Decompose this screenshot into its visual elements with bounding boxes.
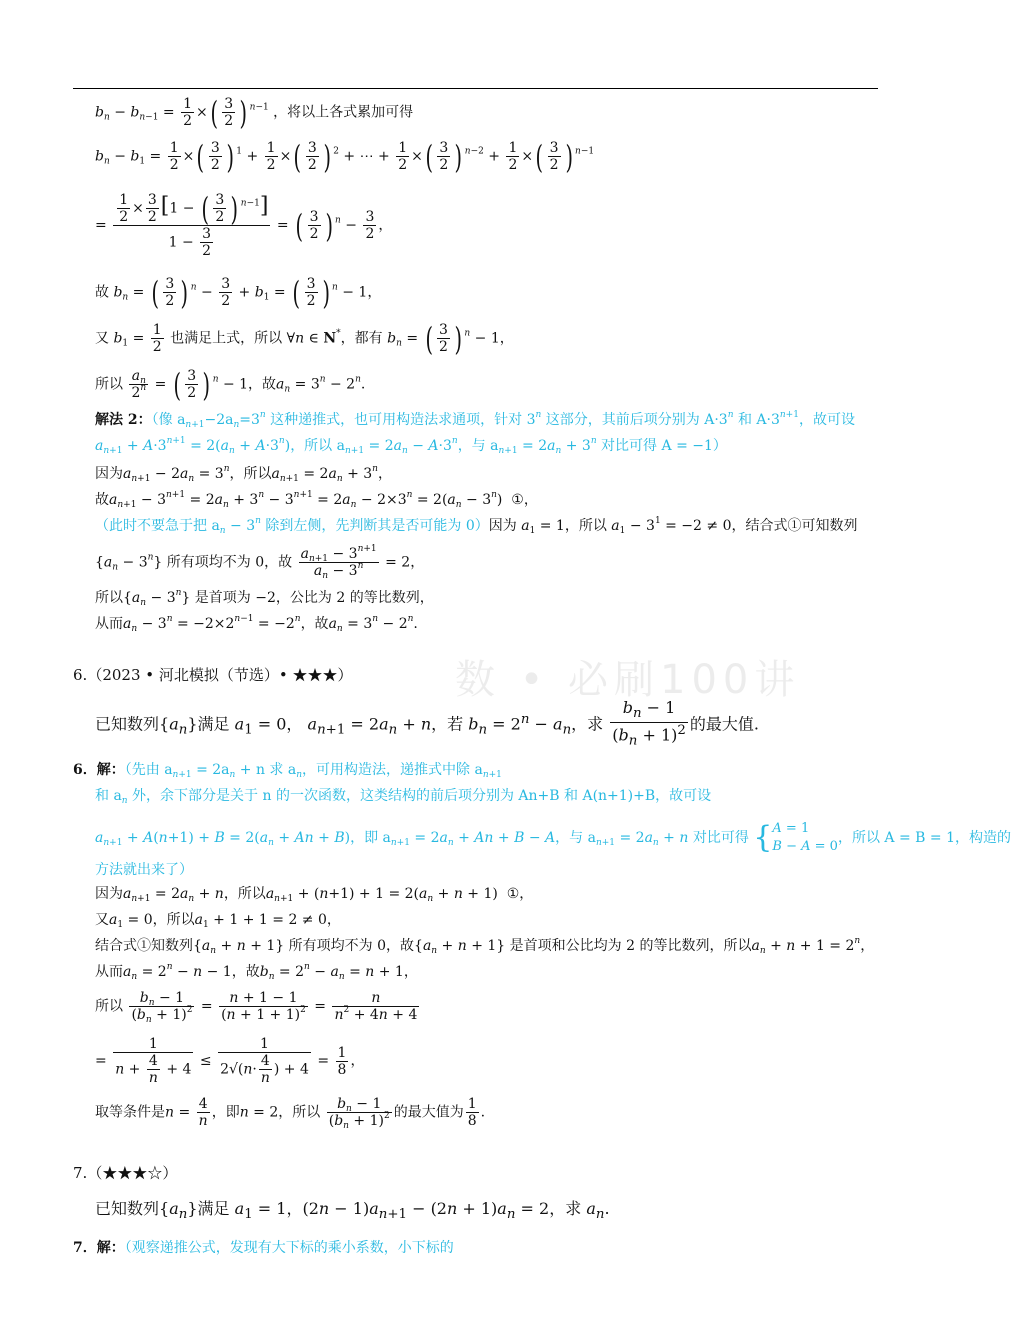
l5-mid: 也满足上式，所以 — [170, 330, 283, 347]
s6-l2: 又 — [95, 912, 109, 928]
solution-6-line-11: 取等条件是n = $\frac{4}{n}$ ，即n = 2，所以 $\frac{b_n - 1}{(b_n + 1)^2}$ 的最大值为 $\frac{1}{8}$ . — [95, 1096, 486, 1131]
m2-note2a: ，所以 a — [290, 438, 345, 454]
p7-d: ，求 — [549, 1199, 582, 1218]
watermark: 数 • 必刷100讲 — [455, 657, 801, 703]
p6-b: 满足 — [197, 714, 230, 734]
l5-prefix: 又 — [95, 330, 109, 347]
m2-l6-mid: ，故 — [300, 616, 329, 632]
method2-line-6: $\{a_n - 3^n\}$ 所有项均不为 0，故 $\frac{a_{n+1} - 3^{n+1}}{a_n - 3^n}$ = 2， — [95, 544, 425, 581]
solution-6-line-6: 又$a_1 = 0$，所以$a_1 + 1 + 1 = 2 \ne 0$， — [95, 912, 341, 930]
m2-note3c: 除到左侧，先判断其是否可能为 0） — [260, 518, 489, 534]
solution-7-label: 7．解： — [73, 1240, 125, 1256]
s6-note1b: = 2a — [191, 762, 230, 778]
m2-l5-mid: 是首项为 −2，公比为 2 的等比数列， — [190, 590, 434, 606]
m2-l3-end: ，结合式①可知数列 — [731, 518, 858, 534]
solution-6-label: 6．解： — [73, 762, 125, 778]
l6-prefix: 所以 — [95, 376, 123, 393]
s6-l7-mid: ，即 — [211, 1104, 240, 1121]
method2-line-8: 从而$a_n - 3^n = -2\times 2^{n-1} = -2^n$，故$a_n = 3^n - 2^n$. — [95, 614, 418, 634]
eq-line-2: $b_n - b_1$ = $\frac{1}{2}$ ×( $\frac{3}{2}$ ) $^1$ + $\frac{1}{2}$ ×( $\frac{3}{2}$ ) $^2$ + ⋯ + $\frac{1}{2}$ ×( $\frac{3}{2}$ ) $^{n-2}$ + $\frac{1}{2}$ ×( $\frac{3}{2}$ ) $^{n-1}$ — [95, 137, 595, 176]
m2-note1f: 和 A·3 — [733, 412, 780, 428]
m2-l2-end: ①， — [511, 492, 538, 508]
solution-6-line-5: 因为$a_{n+1} = 2a_n + n$，所以$a_{n+1} + (n+1) + 1 = 2(a_n + n + 1)$ ①， — [95, 886, 534, 904]
eq-line-6: 所以 $\frac{a_n}{2^n}$ = ( $\frac{3}{2}$ ) $^n$ − 1，故$a_n = 3^n - 2^n$. — [95, 365, 366, 404]
eq-line-5: 又 $b_1$ = $\frac{1}{2}$ 也满足上式，所以 ∀n ∈ N*，都有 $b_n$ = ( $\frac{3}{2}$ ) $^n$ − 1， — [95, 319, 514, 358]
m2-l2: 故 — [95, 492, 109, 508]
problem-6-number: 6. — [73, 666, 88, 684]
problem-7-header — [73, 1162, 177, 1183]
header-rule — [73, 88, 878, 89]
solution-6-line-4: 方法就出来了） — [95, 862, 193, 878]
problem-7-statement: 已知数列$\{a_n\}$满足 $a_1 = 1$，$(2n - 1)a_{n+1} - (2n + 1)a_n = 2$，求 $a_n$. — [95, 1199, 610, 1223]
s6-note3a: ，即 a — [350, 830, 391, 846]
s6-note3c: 对比可得 — [688, 830, 749, 846]
m2-note1b: −2a — [204, 412, 234, 428]
s6-l1: 因为 — [95, 886, 123, 902]
eq-line-1: $b_n - b_{n-1}$ = $\frac{1}{2}$ ×( $\frac{3}{2}$ ) $^{n-1}$ ，将以上各式累加可得 — [95, 93, 414, 132]
s6-l2-mid: ，所以 — [152, 912, 195, 928]
l5-mid2: ，都有 — [340, 330, 383, 347]
s6-l4-mid: ，故 — [231, 964, 260, 980]
p6-a: 已知数列 — [95, 714, 160, 734]
eq-line-3: = $\frac{1}{2}$ × $\frac{3}{2}$ [1 − ( $\frac{3}{2}$ ) $^{n-1}$] 1 − $\frac{3}{2}$ = ( $\frac{3}{2}$ ) $^n$ − $\frac{3}{2}$ ， — [95, 189, 393, 259]
problem-7-number: 7. — [73, 1164, 88, 1182]
problem-7-stars: （★★★☆） — [87, 1164, 178, 1182]
m2-l1-mid: ，所以 — [229, 466, 272, 482]
p7-a: 已知数列 — [95, 1199, 160, 1218]
method2-line-4: 故$a_{n+1} - 3^{n+1} = 2a_n + 3^n - 3^{n+1} = 2a_n - 2\times 3^n = 2(a_n - 3^n)$ ①， — [95, 490, 538, 510]
s6-note2: 和 a — [95, 788, 122, 804]
s6-l3-mid: 所有项均不为 0，故 — [284, 938, 415, 954]
m2-note3: （此时不要急于把 a — [95, 518, 220, 534]
l4-prefix: 故 — [95, 284, 109, 301]
s6-l7-mid2: ，所以 — [278, 1104, 321, 1121]
solution-6-line-2: 和 $a_n$ 外，余下部分是关于 n 的一次函数，这类结构的前后项分别为 An+B 和 A(n+1)+B，故可设 — [95, 788, 712, 806]
eq-line-4: 故 $b_n$ = ( $\frac{3}{2}$ ) $^n$ − $\frac{3}{2}$ + $b_1$ = ( $\frac{3}{2}$ ) $^n$ − 1， — [95, 273, 382, 312]
p6-d: ，求 — [571, 714, 604, 734]
s6-l1-end: ①， — [506, 886, 534, 902]
method2-line-1: 解法 2：（像 $a_{n+1}-2a_n=3^n$ 这种递推式，也可用构造法求通项，针对 3$^n$ 这部分，其前后项分别为 $A\cdot 3^n$ 和 $A\cdot 3^{n+1}$，故可设 — [95, 410, 855, 430]
p6-c: ，若 — [431, 714, 464, 734]
solution-6-line-3: $a_{n+1} + A(n+1) + B = 2(a_n + An + B)$，即 $a_{n+1} = 2a_n + An + B - A$，与 $a_{n+1} = 2a_n + n$ 对比可得 {A = 1 B − A = 0，所以 A = B = 1，构造的 — [95, 820, 1011, 855]
p6-e: 的最大值. — [689, 714, 759, 734]
solution-6-line-10: = 1 n + $\frac{4}{n}$ + 4 ≤ 1 2√(n· $\frac{4}{n}$ ) + 4 = $\frac{1}{8}$ ， — [95, 1036, 365, 1086]
method2-line-3: 因为$a_{n+1} - 2a_n = 3^n$，所以$a_{n+1} = 2a_n + 3^n$， — [95, 464, 392, 484]
problem-6-source: （2023 • 河北模拟（节选）• ★★★） — [87, 666, 353, 684]
s6-note1: （先由 a — [124, 762, 173, 778]
s6-note2b: 外，余下部分是关于 n 的一次函数，这类结构的前后项分别为 An+B 和 A(n+1)+B，故可设 — [127, 788, 712, 804]
solution-6-line-8: 从而$a_n = 2^n - n - 1$，故$b_n = 2^n - a_n = n + 1$， — [95, 962, 418, 982]
s6-l1-mid: ，所以 — [223, 886, 266, 902]
s6-note1c: + n 求 a — [235, 762, 297, 778]
method2-label: 解法 2： — [95, 412, 152, 428]
l1-text: ，将以上各式累加可得 — [273, 104, 414, 121]
l6-mid: ，故 — [248, 376, 277, 393]
m2-l3-mid: 因为 — [488, 518, 522, 534]
p7-b: 满足 — [197, 1199, 230, 1218]
m2-l1: 因为 — [95, 466, 123, 482]
s6-l7-end: 的最大值为 — [393, 1104, 464, 1121]
m2-note2c: 对比可得 A = −1） — [596, 438, 727, 454]
m2-note1c: =3 — [239, 412, 260, 428]
s6-l5: 所以 — [95, 998, 123, 1015]
s6-l3: 结合式①知数列 — [95, 938, 193, 954]
m2-note3b: − 3 — [225, 518, 256, 534]
solution-7-line-1 — [73, 1238, 454, 1258]
solution-6-line-7: 结合式①知数列$\{a_n + n + 1\}$ 所有项均不为 0，故$\{a_n + n + 1\}$ 是首项和公比均为 2 的等比数列，所以$a_n + n + 1 = 2^n$， — [95, 936, 875, 956]
solution-6-line-9: 所以 $\frac{b_n - 1}{(b_n + 1)^2}$ = $\frac{n + 1 - 1}{(n + 1 + 1)^2}$ = $\frac{n}{n^2 + 4n + 4}$ — [95, 990, 418, 1025]
m2-note1: （像 a — [151, 412, 186, 428]
p7-c: ， — [286, 1199, 303, 1218]
s6-l7: 取等条件是 — [95, 1104, 165, 1121]
method2-line-5: （此时不要急于把 $a_n - 3^n$ 除到左侧，先判断其是否可能为 0）因为 $a_1 = 1$，所以 $a_1 - 3^1 = -2 \ne 0$，结合式①可知数列 — [95, 516, 858, 536]
s6-note3b: ，与 a — [555, 830, 596, 846]
m2-l5: 所以 — [95, 590, 123, 606]
solution-6-line-1: 6．解：（先由 $a_{n+1} = 2a_n + n$ 求 $a_n$，可用构造法，递推式中除 $a_{n+1}$ — [73, 762, 502, 780]
problem-6-header — [73, 664, 353, 685]
method2-line-7: 所以$\{a_n - 3^n\}$ 是首项为 −2，公比为 2 的等比数列， — [95, 588, 434, 608]
s6-l4: 从而 — [95, 964, 123, 980]
method2-line-2: $a_{n+1} + A\cdot 3^{n+1} = 2(a_n + A\cdot 3^n)$，所以 $a_{n+1} = 2a_n - A\cdot 3^n$，与 $a_{n+1} = 2a_n + 3^n$ 对比可得 A = −1） — [95, 436, 727, 456]
s6-note1d: ，可用构造法，递推式中除 a — [302, 762, 483, 778]
s6-l3-mid2: 是首项和公比均为 2 的等比数列，所以 — [505, 938, 752, 954]
m2-note1e: 这部分，其前后项分别为 A·3 — [541, 412, 728, 428]
m2-note1g: ，故可设 — [798, 412, 855, 428]
m2-l6: 从而 — [95, 616, 123, 632]
m2-l3-mid2: ，所以 — [564, 518, 612, 534]
s6-note3d: ，所以 A = B = 1，构造的 — [837, 830, 1011, 846]
m2-note2b: ，与 a — [457, 438, 499, 454]
s7-note: （观察递推公式，发现有大下标的乘小系数，小下标的 — [124, 1240, 454, 1256]
m2-l4a: 所有项均不为 0，故 — [162, 554, 293, 571]
problem-6-statement: 已知数列$\{a_n\}$满足 $a_1 = 0$， $a_{n+1} = 2a_n + n$，若 $b_n = 2^n - a_n$，求 $\frac{b_n - 1}{(b_n + 1)^2}$ 的最大值. — [95, 698, 759, 749]
m2-note1d: 这种递推式，也可用构造法求通项，针对 3 — [265, 412, 536, 428]
